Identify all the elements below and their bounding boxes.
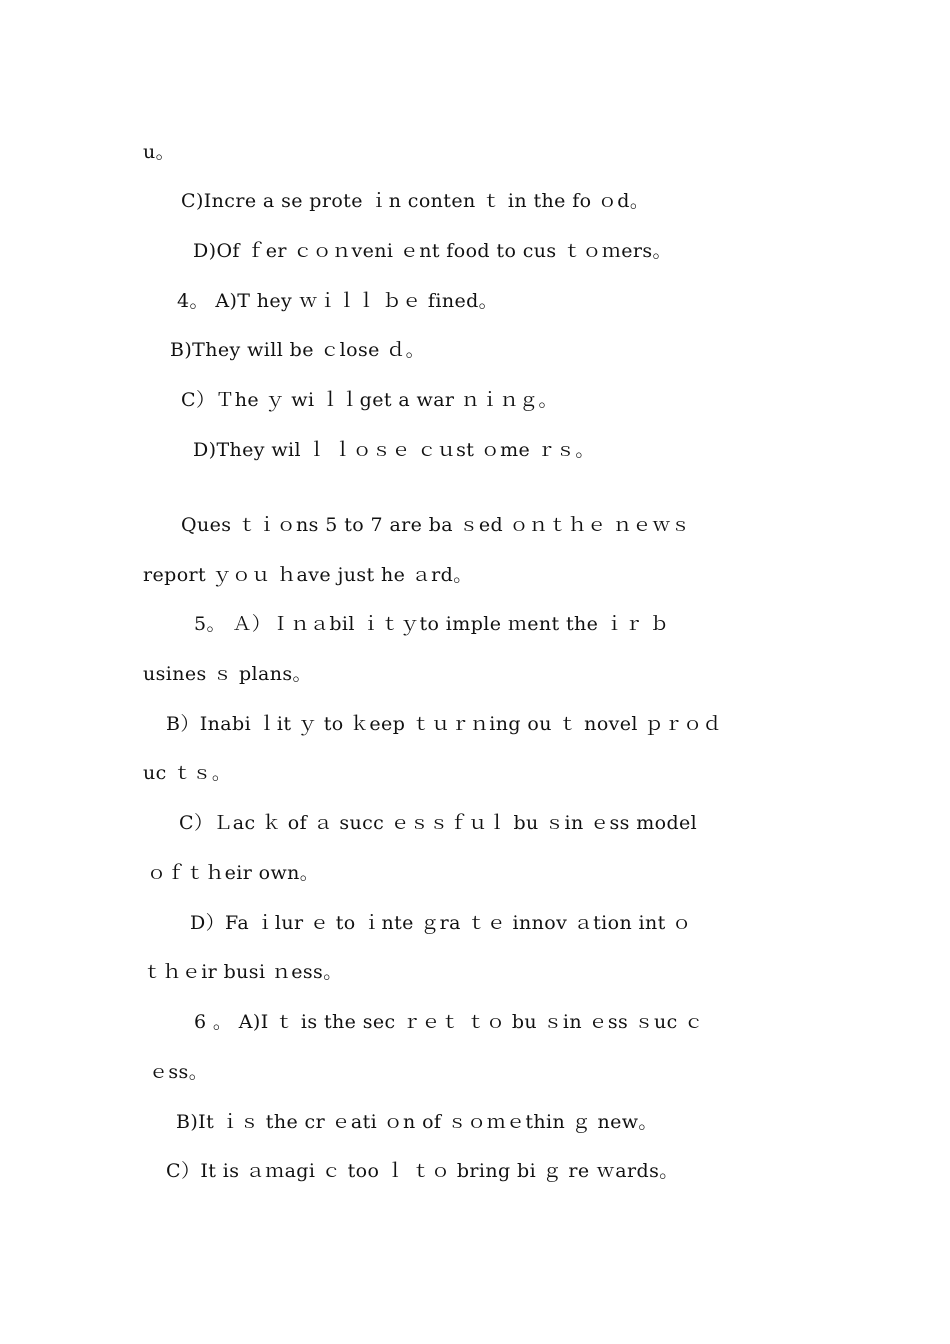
q6-option-b: B)It ｉｓ the cr ｅati ｏn of ｓｏｍｅthin ｇ new。 bbox=[176, 1111, 658, 1133]
q5-option-d-line-1: D）Fa ｉlur ｅ to ｉnte ｇra ｔｅ innov ａtion int ｏ bbox=[190, 912, 692, 934]
q5-option-a-line-2: usines ｓ plans。 bbox=[143, 663, 312, 685]
text-line-continuation: u。 bbox=[143, 141, 176, 163]
section-instruction-line-1: Ques ｔｉｏns 5 to 7 are ba ｓed ｏｎｔｈｅ ｎｅｗｓ bbox=[181, 514, 691, 536]
q4-option-b: B)They will be ｃlose ｄ。 bbox=[170, 339, 426, 361]
q3-option-c: C)Incre a se prote ｉn conten ｔ in the fo ｏd。 bbox=[181, 190, 650, 212]
q4-option-a: 4。 A)T hey ｗｉｌｌ ｂｅ fined。 bbox=[177, 290, 499, 312]
q5-option-a-line-1: 5。 Ａ）Ｉｎａbil ｉｔｙto imple ｍent the ｉｒ ｂ bbox=[194, 613, 670, 635]
q5-option-c-line-1: C）Ｌac ｋ of ａ succ ｅｓｓｆｕｌ bu ｓin ｅss model bbox=[179, 812, 698, 834]
q4-option-d: D)They wil ｌ ｌｏｓｅ ｃｕst ｏme ｒｓ。 bbox=[193, 439, 595, 461]
q3-option-d: D)Of ｆer ｃｏｎveni ｅnt food to cus ｔｏｍers。 bbox=[193, 240, 672, 262]
q5-option-c-line-2: ｏｆｔｈeir own。 bbox=[147, 862, 320, 884]
q5-option-d-line-2: ｔｈｅir busi ｎess。 bbox=[143, 961, 343, 983]
q5-option-b-line-1: B）Inabi ｌit ｙ to ｋeep ｔｕｒｎing ou ｔ novel ｐｒｏｄ bbox=[166, 713, 722, 735]
q6-option-a-line-2: ｅss。 bbox=[149, 1061, 209, 1083]
section-instruction-line-2: report ｙｏｕ ｈave just he ａrd。 bbox=[143, 564, 473, 586]
q6-option-a-line-1: 6 。 A)I ｔ is the sec ｒｅｔ ｔｏ bu ｓin ｅss ｓuc ｃ bbox=[194, 1011, 704, 1033]
q5-option-b-line-2: uc ｔｓ。 bbox=[143, 762, 232, 784]
q4-option-c: C）Ｔhe ｙ wi ｌｌget a war ｎｉｎｇ。 bbox=[181, 389, 558, 411]
q6-option-c: C）It is ａｍagi ｃ too ｌ ｔｏ bring bi ｇ re ｗards。 bbox=[166, 1160, 679, 1182]
